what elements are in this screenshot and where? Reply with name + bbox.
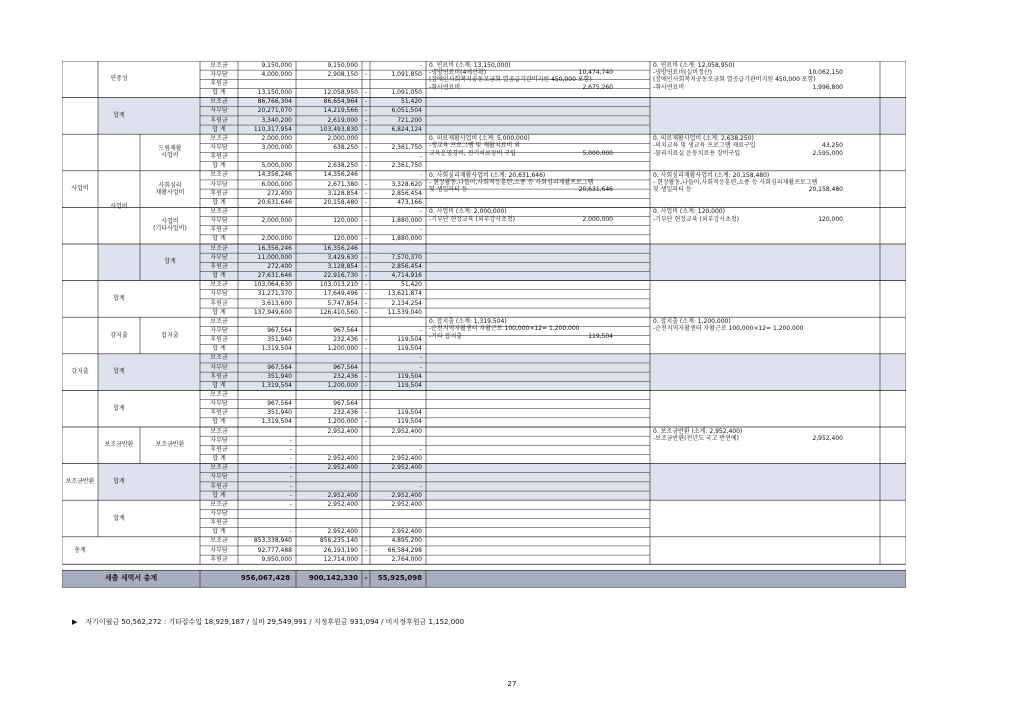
- cell-diff: 473,166: [397, 198, 422, 206]
- cell-category: 보조금: [210, 244, 228, 252]
- expenditure-table: [62, 61, 906, 608]
- cell-sign: -: [364, 180, 368, 188]
- desc-curr-value: 2,595,000: [812, 149, 843, 157]
- footer-dash: -: [364, 574, 368, 583]
- desc-prev-value: 5,000,000: [582, 149, 613, 157]
- cell-category: 자부담: [210, 70, 228, 78]
- label-level2: 합계: [113, 111, 125, 119]
- desc-prev-value: 20,631,646: [578, 186, 613, 194]
- cell-settled: 12,058,950: [323, 89, 358, 97]
- cell-diff: 7,570,370: [391, 253, 422, 261]
- cell-settled: 2,952,400: [327, 455, 358, 463]
- cell-diff: 6,051,504: [391, 107, 422, 115]
- desc-prev-text: 0. 사업비 (소계: 2,000,000): [429, 208, 507, 216]
- cell-budget: 1,319,504: [261, 418, 292, 426]
- cell-category: 보조금: [210, 171, 228, 179]
- desc-curr-text: 0. 연료비 (소계: 12,058,950): [653, 62, 735, 69]
- cell-settled: 9,150,000: [327, 61, 358, 69]
- cell-diff: -: [419, 61, 422, 69]
- cell-sign: -: [364, 235, 368, 243]
- cell-budget: -: [289, 491, 292, 499]
- desc-prev-text: -생교육 프로그램 및 재활치료비 외: [429, 142, 520, 150]
- label-level1: 사업비: [71, 185, 89, 193]
- cell-sign: -: [364, 308, 368, 316]
- cell-budget: 2,000,000: [261, 134, 292, 142]
- cell-budget: 13,150,000: [257, 89, 292, 97]
- footer-settled: 900,142,330: [308, 574, 358, 583]
- label-level3: 합계: [164, 258, 176, 266]
- cell-category: 후원금: [210, 262, 228, 270]
- cell-settled: 14,219,566: [323, 107, 358, 115]
- cell-diff: 11,539,040: [387, 308, 422, 316]
- cell-category: 자부담: [210, 509, 228, 517]
- cell-settled: 5,747,854: [327, 299, 358, 307]
- cell-settled: 86,654,964: [323, 98, 358, 106]
- cell-diff: 66,584,298: [387, 546, 422, 554]
- cell-diff: 13,621,874: [387, 290, 422, 298]
- cell-sign: -: [364, 189, 368, 197]
- cell-sign: -: [364, 418, 368, 426]
- cell-category: 자부담: [210, 290, 228, 298]
- cell-budget: 351,940: [267, 336, 292, 344]
- cell-settled: 856,235,140: [319, 537, 358, 545]
- cell-settled: 120,000: [333, 217, 358, 225]
- label-level2: 사업비: [110, 203, 128, 211]
- cell-sign: -: [364, 262, 368, 270]
- desc-prev-text: (장애인사회복지공동모금회 열공급기관비지원 450,000 포함): [429, 76, 592, 84]
- cell-diff: 119,504: [397, 345, 422, 353]
- label-level3: 사회심리: [158, 181, 182, 189]
- cell-category: 보조금: [210, 281, 228, 289]
- cell-budget: 853,338,940: [253, 537, 292, 545]
- cell-budget: 86,766,304: [257, 98, 292, 106]
- label-level3: 드림재활: [158, 145, 182, 152]
- cell-category: 합 계: [212, 89, 226, 97]
- cell-settled: 638,250: [333, 143, 358, 151]
- cell-budget: 9,150,000: [261, 61, 292, 69]
- desc-prev-value: 2,675,260: [582, 83, 613, 91]
- cell-category: 후원금: [210, 79, 228, 87]
- label-level2: 합계: [113, 294, 125, 302]
- label-level2: 연중성: [110, 75, 128, 83]
- desc-curr-value: 20,158,480: [808, 186, 843, 194]
- label-level3: 사업비: [161, 152, 179, 159]
- label-level2: 합계: [113, 477, 125, 485]
- cell-budget: -: [289, 436, 292, 444]
- cell-category: 후원금: [210, 519, 228, 527]
- cell-settled: 103,013,210: [319, 281, 358, 289]
- cell-diff: 2,856,454: [391, 262, 422, 270]
- cell-settled: 232,436: [333, 372, 358, 380]
- desc-curr-text: -보조금반환(전년도 국고 반연예): [653, 435, 740, 443]
- cell-category: 합 계: [212, 491, 226, 499]
- cell-diff: 2,952,400: [391, 491, 422, 499]
- cell-settled: 2,952,400: [327, 500, 358, 508]
- desc-curr-value: 120,000: [818, 215, 843, 223]
- cell-category: 자부담: [210, 436, 228, 444]
- footer-diff: 55,925,098: [377, 574, 422, 583]
- desc-curr-text: (장애인사회복지공동모금회 열공급기관비지원 450,000 포함): [653, 76, 816, 84]
- cell-diff: -: [419, 363, 422, 371]
- cell-sign: -: [364, 107, 368, 115]
- desc-prev-text: 0. 연료비 (소계: 13,150,000): [429, 62, 511, 69]
- cell-sign: -: [364, 70, 368, 78]
- cell-diff: -: [419, 482, 422, 490]
- desc-curr-text: -취사연료비: [653, 83, 685, 91]
- cell-category: 합 계: [212, 235, 226, 243]
- desc-curr-text: 0. 사회심리재활사업비 (소계: 20,158,480): [653, 171, 770, 179]
- cell-budget: 5,000,000: [261, 162, 292, 170]
- bullet-icon: ▶: [72, 618, 78, 626]
- cell-budget: -: [289, 500, 292, 508]
- footer-label: 세출 세역서 총계: [104, 574, 158, 583]
- cell-budget: 9,950,000: [261, 555, 292, 563]
- cell-category: 보조금: [210, 134, 228, 142]
- cell-budget: 4,000,000: [261, 70, 292, 78]
- desc-curr-text: 0. 의료재활사업비 (소계: 2,638,250): [653, 135, 754, 143]
- cell-settled: 967,564: [333, 363, 358, 371]
- desc-curr-text: -의치교육 및 생교육 프로그램 재료구입: [653, 142, 756, 150]
- cell-category: 후원금: [210, 189, 228, 197]
- label-level1: 총계: [74, 546, 86, 554]
- desc-prev-text: 0. 의료재활사업비 (소계: 5,000,000): [429, 135, 530, 143]
- cell-category: 후원금: [210, 336, 228, 344]
- cell-diff: -: [419, 208, 422, 215]
- cell-sign: -: [364, 89, 368, 97]
- cell-settled: 1,200,000: [327, 345, 358, 353]
- cell-category: 보조금: [210, 464, 228, 472]
- cell-category: 보조금: [210, 208, 228, 215]
- cell-budget: 2,000,000: [261, 217, 292, 225]
- cell-category: 자부담: [210, 363, 228, 371]
- cell-category: 후원금: [210, 226, 228, 234]
- page-number: 27: [507, 680, 517, 688]
- cell-diff: 1,091,050: [391, 89, 422, 97]
- cell-category: 자부담: [210, 217, 228, 225]
- cell-budget: 351,940: [267, 409, 292, 417]
- cell-diff: -: [419, 326, 422, 334]
- cell-diff: 3,328,620: [391, 180, 422, 188]
- cell-budget: -: [289, 528, 292, 536]
- cell-budget: 11,000,000: [257, 253, 292, 261]
- cell-budget: 351,940: [267, 372, 292, 380]
- cell-budget: 20,631,646: [257, 198, 292, 206]
- cell-settled: 232,436: [333, 336, 358, 344]
- cell-budget: 92,777,488: [257, 546, 292, 554]
- cell-settled: 3,128,854: [327, 189, 358, 197]
- cell-budget: 3,000,000: [261, 143, 292, 151]
- cell-category: 후원금: [210, 482, 228, 490]
- cell-budget: 1,319,504: [261, 381, 292, 389]
- label-level3: 재활사업비: [155, 188, 185, 196]
- label-level1: 감지출: [71, 368, 89, 376]
- cell-budget: 27,631,646: [257, 272, 292, 280]
- cell-diff: 2,952,400: [391, 427, 422, 435]
- cell-diff: 119,504: [397, 381, 422, 389]
- desc-curr-text: 0. 잡지출 (소계: 1,200,000): [653, 318, 731, 326]
- desc-prev-text: -기부단 현장교육 (외부강사초청): [429, 215, 516, 223]
- cell-category: 합 계: [212, 528, 226, 536]
- cell-diff: 1,091,850: [391, 70, 422, 78]
- cell-category: 보조금: [210, 427, 228, 435]
- cell-diff: 2,952,400: [391, 500, 422, 508]
- cell-category: 합 계: [212, 272, 226, 280]
- cell-sign: -: [364, 98, 368, 106]
- desc-prev-text: 교육운영경비, 전기치료장비 구입: [429, 149, 516, 157]
- cell-sign: -: [364, 162, 368, 170]
- label-level3: 잡지출: [161, 331, 179, 339]
- cell-diff: 2,134,254: [391, 299, 422, 307]
- cell-category: 후원금: [210, 372, 228, 380]
- cell-diff: -: [419, 226, 422, 234]
- cell-budget: 967,564: [267, 400, 292, 408]
- cell-settled: 2,671,380: [327, 180, 358, 188]
- cell-budget: 16,356,246: [257, 244, 292, 252]
- cell-diff: 2,952,400: [391, 528, 422, 536]
- cell-category: 합 계: [212, 455, 226, 463]
- cell-sign: -: [364, 381, 368, 389]
- cell-budget: -: [289, 482, 292, 490]
- desc-prev-text: 0. 사회심리재활사업비 (소계: 20,631,646): [429, 171, 546, 179]
- label-level2: 보조금반환: [104, 441, 134, 449]
- cell-category: 합 계: [212, 162, 226, 170]
- desc-prev-value: 2,000,000: [582, 215, 613, 223]
- cell-sign: -: [364, 336, 368, 344]
- cell-category: 보조금: [210, 537, 228, 545]
- cell-budget: 272,400: [267, 189, 292, 197]
- label-level3: (기타사업비): [153, 225, 187, 233]
- cell-category: 합 계: [212, 125, 226, 133]
- cell-budget: 3,340,200: [261, 116, 292, 124]
- cell-diff: 2,361,750: [391, 162, 422, 170]
- cell-category: 자부담: [210, 400, 228, 408]
- cell-diff: 4,895,200: [391, 537, 422, 545]
- cell-diff: 2,952,400: [391, 455, 422, 463]
- desc-prev-text: -취사연료비: [429, 83, 461, 91]
- cell-sign: -: [364, 272, 368, 280]
- cell-settled: 2,952,400: [327, 528, 358, 536]
- desc-prev-value: 119,504: [588, 332, 613, 340]
- label-level3: 보조금반환: [155, 441, 185, 449]
- cell-diff: 1,880,000: [391, 235, 422, 243]
- cell-category: 합 계: [212, 198, 226, 206]
- cell-category: 합 계: [212, 381, 226, 389]
- cell-category: 자부담: [210, 107, 228, 115]
- cell-settled: 2,952,400: [327, 464, 358, 472]
- cell-settled: 22,916,730: [323, 272, 358, 280]
- cell-budget: 1,319,504: [261, 345, 292, 353]
- label-level2: 합계: [113, 404, 125, 412]
- desc-prev-text: - 현장활동,나들이,사회적응훈련,소풍 등 사회심리재활프로그램: [429, 179, 594, 186]
- cell-category: 후원금: [210, 153, 228, 161]
- cell-settled: 232,436: [333, 409, 358, 417]
- cell-category: 후원금: [210, 409, 228, 417]
- cell-category: 자부담: [210, 143, 228, 151]
- cell-budget: 967,564: [267, 326, 292, 334]
- desc-prev-text: 0. 잡지출 (소계: 1,319,504): [429, 318, 507, 326]
- cell-diff: -: [419, 445, 422, 453]
- desc-curr-text: - 현장활동,나들이,사회적응훈련,소풍 등 사회심리재활프로그램: [653, 179, 818, 186]
- label-level3: 사업비: [161, 218, 179, 226]
- cell-sign: -: [364, 143, 368, 151]
- cell-sign: -: [364, 409, 368, 417]
- cell-category: 합 계: [212, 308, 226, 316]
- cell-diff: 4,714,916: [391, 272, 422, 280]
- label-level2: 합계: [113, 368, 125, 376]
- cell-settled: 2,619,000: [327, 116, 358, 124]
- label-level2: 합계: [113, 514, 125, 522]
- cell-diff: -: [419, 153, 422, 161]
- cell-diff: 721,200: [397, 116, 422, 124]
- cell-settled: 126,410,560: [319, 308, 358, 316]
- cell-settled: 2,000,000: [327, 134, 358, 142]
- cell-diff: 51,420: [401, 98, 422, 106]
- label-level2: 감지출: [110, 331, 128, 339]
- cell-budget: 967,564: [267, 363, 292, 371]
- cell-category: 자부담: [210, 253, 228, 261]
- cell-category: 보조금: [210, 98, 228, 106]
- cell-budget: 31,271,370: [257, 290, 292, 298]
- cell-settled: 120,000: [333, 235, 358, 243]
- desc-curr-text: 0. 사업비 (소계: 120,000): [653, 208, 725, 216]
- cell-diff: 2,952,400: [391, 464, 422, 472]
- cell-settled: 2,952,400: [327, 427, 358, 435]
- cell-budget: 272,400: [267, 262, 292, 270]
- cell-category: 보조금: [210, 391, 228, 398]
- cell-sign: -: [364, 546, 368, 554]
- cell-settled: 1,200,000: [327, 381, 358, 389]
- cell-sign: -: [364, 281, 368, 289]
- cell-category: 합 계: [212, 418, 226, 426]
- cell-settled: 2,908,150: [327, 70, 358, 78]
- cell-category: 자부담: [210, 180, 228, 188]
- summary-text: 자기이월금 50,562,272 : 기타잡수입 18,929,187 / 실비 29,549,991 / 지정후원금 931,094 / 비지정후원금 1,152,000: [85, 618, 465, 626]
- cell-settled: 12,714,000: [323, 555, 358, 563]
- desc-curr-text: 및 생일파티 등: [653, 186, 692, 194]
- cell-category: 보조금: [210, 500, 228, 508]
- cell-settled: 17,649,496: [323, 290, 358, 298]
- cell-settled: 14,356,246: [323, 171, 358, 179]
- cell-sign: -: [364, 198, 368, 206]
- summary-line: [72, 617, 464, 627]
- desc-prev-text: -기타 잡지출: [429, 332, 463, 340]
- desc-prev-text: -순천지역자활센터 자활근로 100,000×12= 1,200,000: [429, 325, 580, 333]
- desc-curr-text: -냉방연료비(실비정산): [653, 69, 713, 77]
- cell-sign: -: [364, 299, 368, 307]
- cell-category: 후원금: [210, 299, 228, 307]
- desc-curr-value: 2,952,400: [812, 435, 843, 443]
- cell-sign: -: [364, 345, 368, 353]
- cell-category: 보조금: [210, 317, 228, 325]
- desc-prev-text: 및 생일파티 등: [429, 186, 468, 194]
- cell-category: 후원금: [210, 116, 228, 124]
- cell-diff: 1,880,000: [391, 217, 422, 225]
- cell-diff: -: [419, 354, 422, 362]
- cell-diff: 119,504: [397, 409, 422, 417]
- cell-budget: 2,000,000: [261, 235, 292, 243]
- cell-sign: -: [364, 372, 368, 380]
- cell-settled: 3,429,630: [327, 253, 358, 261]
- cell-settled: 103,493,830: [319, 125, 358, 133]
- cell-sign: -: [364, 116, 368, 124]
- cell-category: 자부담: [210, 326, 228, 334]
- cell-budget: 6,000,000: [261, 180, 292, 188]
- cell-budget: 103,064,630: [253, 281, 292, 289]
- cell-diff: 51,420: [401, 281, 422, 289]
- desc-prev-text: -냉방연료비(4예산확): [429, 69, 487, 77]
- cell-budget: 137,949,600: [253, 308, 292, 316]
- cell-settled: 20,158,480: [323, 198, 358, 206]
- cell-diff: -: [419, 171, 422, 179]
- cell-budget: -: [289, 455, 292, 463]
- cell-budget: 20,271,070: [257, 107, 292, 115]
- cell-budget: 3,613,600: [261, 299, 292, 307]
- cell-budget: 14,356,246: [257, 171, 292, 179]
- cell-category: 보조금: [210, 61, 228, 69]
- desc-curr-value: 1,996,800: [812, 83, 843, 91]
- cell-category: 보조금: [210, 354, 228, 362]
- cell-diff: 2,856,454: [391, 189, 422, 197]
- cell-sign: -: [364, 290, 368, 298]
- cell-budget: -: [289, 464, 292, 472]
- cell-category: 자부담: [210, 473, 228, 481]
- desc-curr-text: -기부단 현장교육 (외부강사초청): [653, 215, 740, 223]
- cell-settled: 967,564: [333, 400, 358, 408]
- desc-curr-value: 10,062,150: [808, 69, 843, 77]
- desc-curr-text: -물리치료실 운동치료용 장비구입: [653, 149, 741, 157]
- cell-diff: 2,361,750: [391, 143, 422, 151]
- cell-category: 후원금: [210, 555, 228, 563]
- cell-category: 합 계: [212, 345, 226, 353]
- desc-curr-text: -순천지역자활센터 자활근로 100,000×12= 1,200,000: [653, 325, 804, 333]
- cell-category: 후원금: [210, 445, 228, 453]
- cell-diff: 119,504: [397, 336, 422, 344]
- cell-budget: 110,317,954: [253, 125, 292, 133]
- cell-settled: 3,128,854: [327, 262, 358, 270]
- desc-curr-text: 0. 보조금반환 (소계: 2,952,400): [653, 428, 743, 435]
- cell-category: 자부담: [210, 546, 228, 554]
- desc-prev-value: 10,474,740: [578, 69, 613, 77]
- cell-diff: 119,504: [397, 372, 422, 380]
- footer-budget: 956,067,428: [240, 574, 290, 583]
- cell-settled: 2,952,400: [327, 491, 358, 499]
- cell-settled: 16,356,246: [323, 244, 358, 252]
- cell-settled: 2,638,250: [327, 162, 358, 170]
- cell-sign: -: [364, 217, 368, 225]
- cell-diff: 6,824,124: [391, 125, 422, 133]
- cell-sign: -: [364, 125, 368, 133]
- cell-sign: -: [364, 253, 368, 261]
- cell-settled: 1,200,000: [327, 418, 358, 426]
- cell-budget: -: [289, 473, 292, 481]
- cell-diff: 119,504: [397, 418, 422, 426]
- desc-curr-value: 43,250: [822, 142, 843, 150]
- cell-settled: 967,564: [333, 326, 358, 334]
- cell-settled: 26,193,190: [323, 546, 358, 554]
- cell-diff: 2,764,000: [391, 555, 422, 563]
- label-level1: 보조금반환: [65, 477, 95, 485]
- cell-budget: -: [289, 445, 292, 453]
